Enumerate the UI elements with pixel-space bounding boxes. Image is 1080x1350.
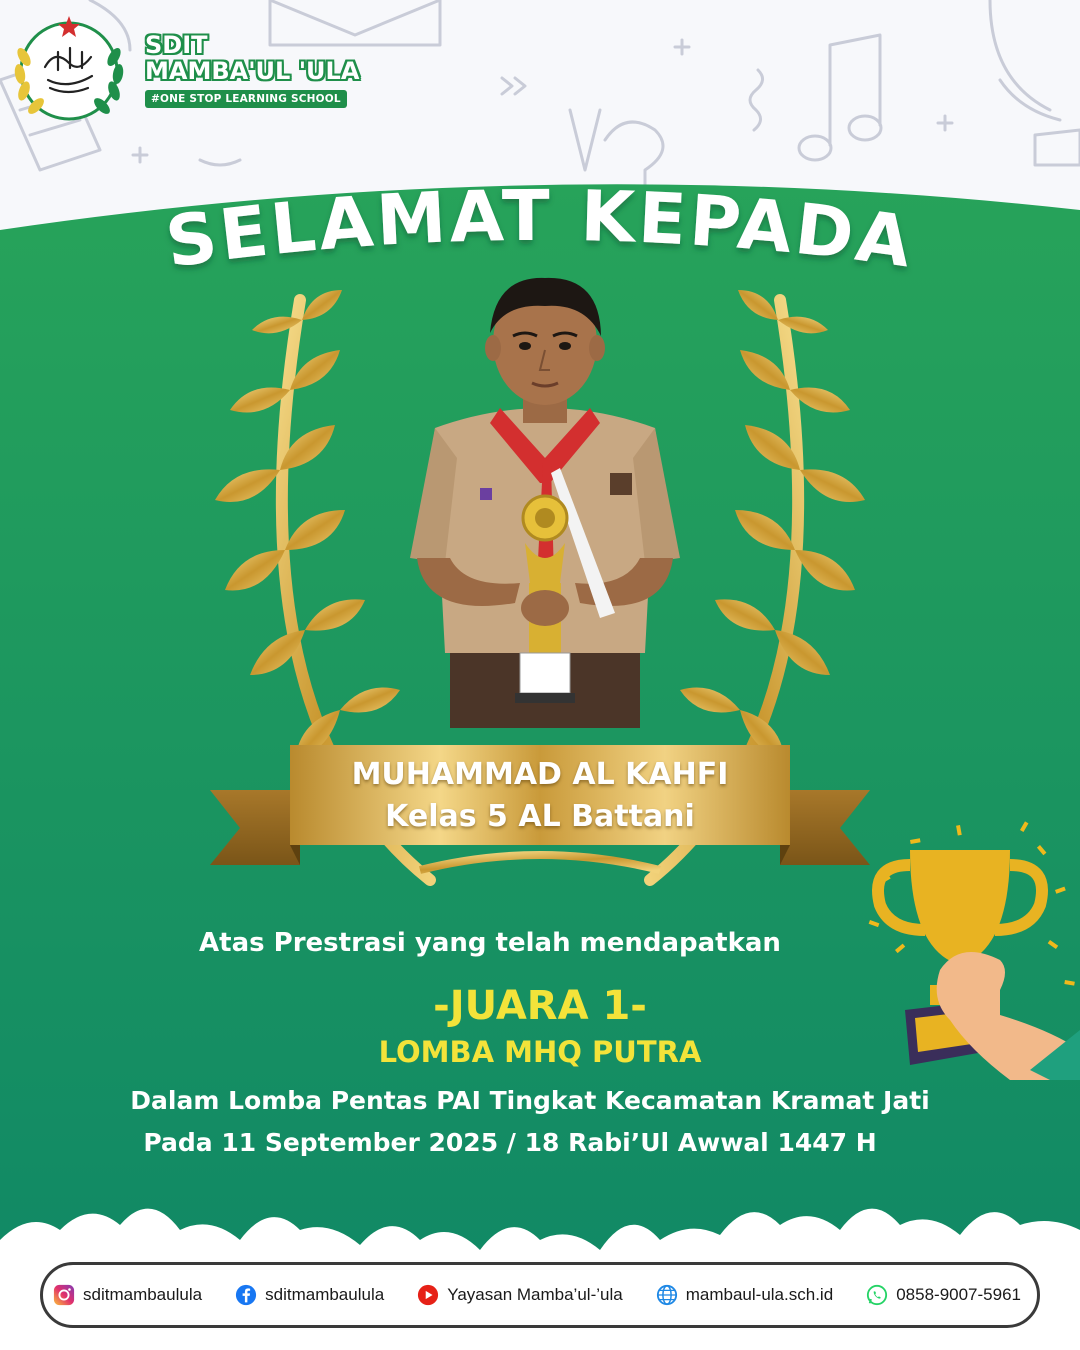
competition-text: LOMBA MHQ PUTRA [378,1035,702,1069]
intro-text: Atas Prestrasi yang telah mendapatkan [199,928,781,958]
facebook-link[interactable] [235,1284,384,1306]
school-logo [10,12,128,130]
footer-social-bar [40,1262,1040,1328]
rank-text: -JUARA 1- [433,983,647,1029]
brand-line-1: SDIT [145,31,208,59]
youtube-icon [417,1284,439,1306]
facebook-handle: sditmambaulula [265,1285,385,1304]
instagram-handle: sditmambaulula [83,1285,203,1304]
whatsapp-icon [866,1284,888,1306]
whatsapp-link[interactable] [866,1284,1021,1306]
date-text: Pada 11 September 2025 / 18 Rabi’Ul Awwal 1447 H [143,1128,877,1157]
brand-block [145,32,359,108]
facebook-icon [235,1284,257,1306]
whatsapp-number: 0858-9007-5961 [896,1285,1021,1304]
student-class: Kelas 5 AL Battani [385,799,695,834]
student-name: MUHAMMAD AL KAHFI [351,757,729,792]
youtube-channel: Yayasan Mamba’ul-’ula [447,1285,623,1304]
brand-line-2: MAMBA'UL 'ULA [145,57,360,85]
event-text: Dalam Lomba Pentas PAI Tingkat Kecamatan Kramat Jati [130,1086,930,1115]
instagram-link[interactable] [53,1284,202,1306]
globe-icon [656,1284,678,1306]
instagram-icon [53,1284,75,1306]
student-photo [395,258,695,728]
website-url: mambaul-ula.sch.id [685,1285,834,1304]
headline-text: SELAMAT KEPADA [161,174,919,284]
youtube-link[interactable] [417,1284,622,1306]
brand-tagline: #ONE STOP LEARNING SCHOOL [145,90,347,108]
website-link[interactable] [656,1284,833,1306]
